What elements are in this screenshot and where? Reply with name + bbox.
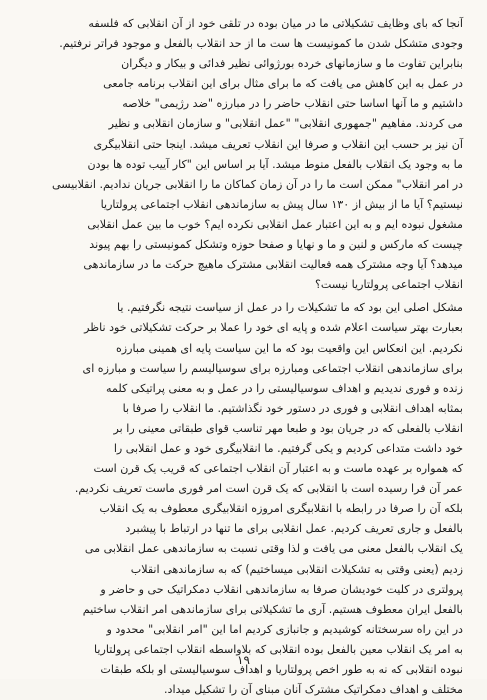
- text-line: نیستیم؟ آیا ما از بیش از ۱۳۰ سال پیش به سازماندهی انقلاب اجتماعی پرولتاریا: [100, 197, 463, 211]
- text-line: برای سازماندهی انقلاب اجتماعی ومبارزه برای سوسیالیسم را سیاست و مبارزه ای: [82, 361, 463, 375]
- text-line: داشتیم و ما آنها اساسا حتی انقلاب حاضر را در مبارزه "ضد رژیمی" خلاصه: [122, 97, 463, 111]
- text-line: یک انقلاب بالفعل معنی می یافت و لذا وقتی نسبت به سازماندهی عمل انقلابی می: [84, 542, 463, 556]
- text-line: انقلاب اجتماعی پرولتاریا نیست؟: [315, 278, 463, 292]
- text-line: انقلاب بالفعلی که در جریان بود و طبعا مهر تناسب قوای طبقاتی معینی را بر: [113, 421, 463, 435]
- text-line: ما به وجود یک انقلاب بالفعل منوط میشد. آیا بر اساس این "کار آییب توده ها بودن: [87, 157, 463, 171]
- page-number: ١٩: [237, 653, 250, 667]
- body-text: [24, 14, 463, 700]
- text-line: مشغول نبوده ایم و به این اعتبار عمل انقلابی نکرده ایم؟ خوب ما بین عمل انقلابی: [87, 217, 463, 231]
- text-line: در امر انقلاب" ممکن است ما را در آن زمان کماکان ما را انقلابی جریان ندادیم. انقلابیسی: [51, 177, 463, 191]
- text-line: که همواره بر عهده ماست و به اعتبار آن انقلاب اجتماعی که قریب یک قرن است: [93, 462, 463, 476]
- text-line: زدیم (یعنی وقتی به تشکیلات انقلابی میساختیم) که به سازماندهی انقلاب: [130, 562, 463, 576]
- text-line: بعبارت بهتر سیاست اعلام شده و پایه ای خود را عملا بر حرکت تشکیلاتی خود ناظر: [84, 321, 463, 335]
- text-line: در این راه سرسختانه کوشیدیم و جانبازی کردیم اما این "امر انقلابی" محدود و: [106, 622, 463, 636]
- text-line: مشکل اصلی این بود که ما تشکیلات را در عمل از سیاست نتیجه نگرفتیم. یا: [116, 301, 463, 315]
- text-line: بلکه آن را صرفا در رابطه با انقلابیگری امروزه انقلابیگری معطوف به یک انقلاب: [99, 502, 463, 516]
- text-line: چیست که مارکس و لنین و ما و نهایا و صفحا حوزه وتشکل کمونیستی را بهم پیوند: [89, 238, 463, 252]
- text-line: بنابراین تفاوت ما و سازمانهای خرده بورژوائی نظیر فدائی و بیکار و دیگران: [121, 57, 463, 71]
- text-line: بالفعل و جاری تعریف کردیم. عمل انقلابی برای ما تنها در ارتباط با پیشبرد: [125, 522, 463, 536]
- text-line: آنجا که بای وظایف تشکیلاتی ما در میان بوده در تلقی خود از آن انقلابی که فلسفه: [88, 17, 463, 30]
- text-line: نکردیم. این انعکاس این واقعیت بود که ما این سیاست پایه ای همینی مبارزه: [115, 341, 463, 355]
- text-line: خود داشت متداعی کردیم و یکی گرفتیم. ما انقلابیگری خود و عمل انقلابی را: [113, 441, 463, 455]
- text-line: آن نیز بر حسب این انقلاب و صرفا این انقلاب تعریف میشد. اینجا حتی انقلابیگری: [93, 137, 463, 151]
- text-line: بمثابه اهداف انقلابی و فوری در دستور خود نگذاشتیم. ما انقلاب را صرفا با: [122, 401, 463, 415]
- text-line: وجودی متشکل شدن ما کمونیست ها ست ما از حد انقلاب بالفعل و موجود فراتر نرفتیم.: [59, 37, 463, 51]
- text-line: در عمل به این کاهش می یافت که ما برای مثال برای این انقلاب برنامه جامعی: [103, 77, 463, 91]
- text-line: پرولتری در کلیت خودیشان صرفا به سازماندهی انقلاب دمکراتیک حی و حاضر و: [100, 582, 463, 596]
- paragraph-1: [24, 14, 463, 295]
- text-line: زنده و فوری ندیدیم و اهداف سوسیالیستی را در عمل و به معنی پراتیکی کلمه: [105, 381, 463, 395]
- text-line: عمر آن فرا رسیده است با انقلابی که یک قرن است امر فوری ماست تعریف نکردیم.: [74, 482, 463, 496]
- text-line: مختلف و اهداف دمکراتیک مشترک آنان مبنای آن را تشکیل میداد.: [164, 683, 463, 697]
- text-line: به امر یک انقلاب معین بالفعل بوده انقلابی که بلاواسطه انقلاب اجتماعی پرولتاریا: [94, 642, 463, 656]
- paragraph-2: [24, 298, 463, 700]
- text-line: میدهد؟ آیا وجه مشترک همه فعالیت انقلابی مشترک ماهیچ حرکت ما در سازماندهی: [83, 258, 463, 272]
- text-line: بالفعل ایران معطوف هستیم. آری ما تشکیلاتی برای سازماندهی امر انقلاب ساختیم: [82, 602, 463, 616]
- text-line: نبوده انقلابی که نه به طور اخص پرولتاریا و اهداف سوسیالیستی او بلکه طبقات: [100, 663, 463, 676]
- text-line: می کردند. مفاهیم "جمهوری انقلابی" "عمل انقلابی" و سازمان انقلابی و نظیر: [108, 117, 463, 131]
